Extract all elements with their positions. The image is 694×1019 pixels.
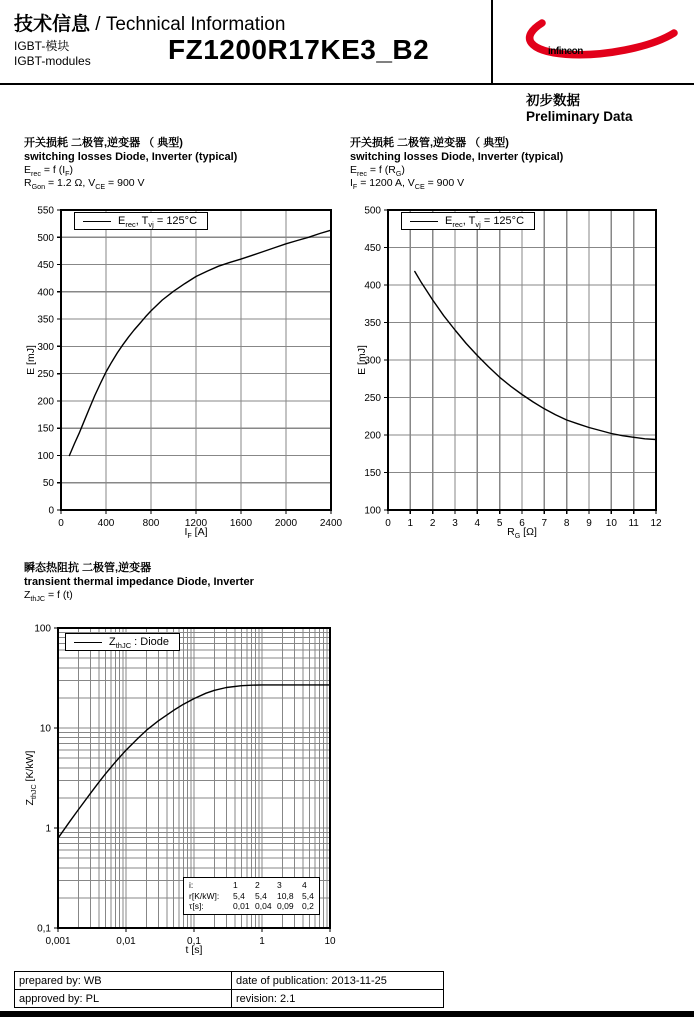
svg-text:500: 500 bbox=[37, 232, 54, 244]
legend-line-sample bbox=[74, 642, 102, 643]
chart2-legend-label: $E_{rec}$, $T_{vj} = 125^\circ C$ bbox=[445, 215, 525, 230]
svg-text:250: 250 bbox=[37, 369, 54, 381]
rc-cell: 5,4 bbox=[255, 890, 267, 901]
chart2-subtitle2: $I_F = 1200$ A, $V_{CE} = 900$ V bbox=[350, 177, 465, 192]
svg-text:8: 8 bbox=[563, 518, 570, 529]
rc-table-row-i bbox=[189, 880, 314, 891]
svg-text:350: 350 bbox=[364, 318, 381, 329]
rc-cell: 5,4 bbox=[302, 890, 314, 901]
revision-cell: revision: 2.1 bbox=[232, 990, 444, 1008]
chart1-ylabel: E [mJ] bbox=[25, 345, 37, 375]
page-footer-bar bbox=[0, 1011, 694, 1017]
document-title-en: / Technical Information bbox=[90, 14, 286, 35]
svg-text:0: 0 bbox=[48, 505, 54, 517]
svg-text:200: 200 bbox=[37, 396, 54, 408]
svg-text:0,1: 0,1 bbox=[187, 936, 201, 947]
chart3-title-cn: 瞬态热阻抗 二极管,逆变器 bbox=[24, 562, 152, 574]
module-type-label bbox=[14, 39, 91, 69]
rc-table-row-tau bbox=[189, 901, 314, 912]
chart1-legend-label: $E_{rec}$, $T_{vj} = 125^\circ C$ bbox=[118, 215, 198, 230]
svg-text:550: 550 bbox=[37, 205, 54, 217]
svg-text:100: 100 bbox=[34, 623, 51, 635]
chart1-title-cn: 开关损耗 二极管,逆变器 （ 典型) bbox=[24, 137, 183, 149]
svg-text:200: 200 bbox=[364, 430, 381, 442]
svg-text:6: 6 bbox=[519, 518, 525, 529]
chart1-title-en: switching losses Diode, Inverter (typical) bbox=[24, 151, 238, 163]
svg-text:0,1: 0,1 bbox=[37, 923, 51, 935]
document-title bbox=[14, 9, 285, 36]
erec-vs-rg-curve bbox=[415, 272, 656, 440]
publication-date-cell: date of publication: 2013-11-25 bbox=[232, 972, 444, 990]
chart1-subtitle1: $E_{rec} = f$ $(I_F)$ bbox=[24, 164, 73, 179]
svg-text:0,01: 0,01 bbox=[116, 936, 136, 947]
svg-text:3: 3 bbox=[452, 518, 458, 529]
rc-cell: 4 bbox=[302, 880, 307, 890]
svg-text:1: 1 bbox=[259, 936, 265, 947]
rc-cell: 1 bbox=[233, 880, 238, 890]
chart3-legend bbox=[65, 633, 180, 651]
svg-text:10: 10 bbox=[324, 936, 336, 947]
chart2-title-block bbox=[350, 136, 563, 190]
chart2-legend bbox=[401, 212, 535, 230]
svg-text:400: 400 bbox=[37, 287, 54, 299]
chart1-canvas bbox=[28, 203, 348, 543]
svg-text:400: 400 bbox=[97, 518, 115, 529]
svg-text:500: 500 bbox=[364, 205, 381, 217]
module-label-cn: IGBT-模块 bbox=[14, 39, 70, 53]
chart3-title-en: transient thermal impedance Diode, Inverter bbox=[24, 576, 254, 588]
grid-lines bbox=[61, 210, 331, 510]
rc-cell: 5,4 bbox=[233, 890, 245, 901]
svg-text:2000: 2000 bbox=[274, 518, 298, 529]
chart3-xlabel: t [s] bbox=[185, 944, 203, 956]
rc-cell: 0,09 bbox=[277, 901, 294, 911]
chart1-xlabel: $I_F$ [A] bbox=[184, 526, 208, 541]
rc-table-row-r bbox=[189, 891, 314, 902]
chart1-legend bbox=[74, 212, 208, 230]
chart2-ylabel: E [mJ] bbox=[356, 345, 368, 375]
chart2-subtitle1: $E_{rec} = f$ $(R_G)$ bbox=[350, 164, 405, 179]
svg-text:1: 1 bbox=[45, 823, 51, 835]
svg-text:1200: 1200 bbox=[184, 518, 208, 529]
thermal-rc-table bbox=[183, 877, 320, 915]
tick-marks bbox=[57, 210, 331, 514]
svg-text:300: 300 bbox=[37, 341, 54, 353]
svg-text:350: 350 bbox=[37, 314, 54, 326]
svg-text:7: 7 bbox=[541, 518, 548, 529]
chart3-legend-label: $Z_{thJC}$ : Diode bbox=[109, 636, 170, 651]
svg-text:450: 450 bbox=[364, 243, 381, 254]
rc-cell: 0,2 bbox=[302, 901, 314, 911]
grid-lines bbox=[388, 210, 656, 510]
svg-text:400: 400 bbox=[364, 280, 381, 292]
svg-text:1600: 1600 bbox=[229, 518, 253, 529]
preliminary-cn: 初步数据 bbox=[526, 93, 580, 108]
rc-cell: 10,8 bbox=[277, 890, 294, 901]
svg-text:300: 300 bbox=[364, 355, 381, 367]
svg-text:10: 10 bbox=[605, 518, 617, 529]
chart3-subtitle1: $Z_{thJC} = f$ (t) bbox=[24, 589, 73, 604]
rc-row-label: i: bbox=[189, 880, 194, 890]
document-title-cn: 技术信息 bbox=[14, 14, 91, 35]
rc-cell: 0,01 bbox=[233, 901, 250, 911]
svg-text:2400: 2400 bbox=[319, 518, 343, 529]
part-number: FZ1200R17KE3_B2 bbox=[168, 34, 430, 65]
legend-line-sample bbox=[83, 221, 111, 222]
svg-text:12: 12 bbox=[650, 518, 662, 529]
svg-text:1: 1 bbox=[407, 518, 414, 529]
tick-labels bbox=[37, 206, 342, 530]
chart1-subtitle2: $R_{Gon} = 1.2$ Ω, $V_{CE} = 900$ V bbox=[24, 177, 145, 192]
chart2-canvas bbox=[355, 203, 685, 543]
erec-vs-rg-plot bbox=[364, 206, 662, 530]
svg-text:2: 2 bbox=[429, 518, 436, 529]
svg-text:0: 0 bbox=[58, 518, 64, 529]
svg-text:10: 10 bbox=[39, 723, 51, 735]
tick-labels bbox=[364, 206, 662, 530]
svg-text:50: 50 bbox=[42, 478, 54, 490]
approved-by-cell: approved by: PL bbox=[15, 990, 232, 1008]
infineon-logo bbox=[508, 11, 678, 73]
rc-cell: 0,04 bbox=[255, 901, 272, 911]
chart2-xlabel: $R_G$ [Ω] bbox=[507, 526, 537, 541]
rc-row-label: τ[s]: bbox=[189, 901, 204, 911]
erec-vs-if-plot bbox=[37, 206, 342, 530]
svg-text:250: 250 bbox=[364, 393, 381, 404]
svg-text:100: 100 bbox=[364, 505, 381, 517]
chart2-title-cn: 开关损耗 二极管,逆变器 （ 典型) bbox=[350, 137, 509, 149]
rc-cell: 3 bbox=[277, 880, 282, 890]
preliminary-data-label bbox=[526, 93, 633, 125]
prepared-by-cell: prepared by: WB bbox=[15, 972, 232, 990]
svg-text:11: 11 bbox=[628, 518, 639, 529]
svg-text:150: 150 bbox=[364, 468, 381, 479]
tick-marks bbox=[384, 210, 656, 514]
approval-table bbox=[14, 971, 444, 1008]
svg-text:800: 800 bbox=[142, 518, 160, 529]
header-divider-vertical bbox=[491, 0, 493, 84]
rc-row-label: r[K/kW]: bbox=[189, 890, 220, 901]
header-divider-horizontal bbox=[0, 83, 694, 85]
rc-cell: 2 bbox=[255, 880, 260, 890]
legend-line-sample bbox=[410, 221, 438, 222]
svg-text:4: 4 bbox=[474, 518, 481, 529]
infineon-logo-text: infineon bbox=[548, 46, 583, 57]
module-label-en: IGBT-modules bbox=[14, 54, 91, 68]
svg-text:450: 450 bbox=[37, 260, 54, 272]
svg-text:9: 9 bbox=[586, 518, 592, 529]
chart3-title-block bbox=[24, 561, 254, 602]
preliminary-en: Preliminary Data bbox=[526, 109, 633, 124]
svg-text:0: 0 bbox=[385, 518, 391, 529]
chart3-ylabel: $Z_{thJC}$ [K/kW] bbox=[24, 750, 39, 806]
svg-text:0,001: 0,001 bbox=[45, 936, 71, 947]
chart2-title-en: switching losses Diode, Inverter (typical) bbox=[350, 151, 564, 163]
svg-text:150: 150 bbox=[37, 423, 54, 435]
svg-text:100: 100 bbox=[37, 450, 54, 462]
svg-text:5: 5 bbox=[496, 518, 503, 529]
chart1-title-block bbox=[24, 136, 237, 190]
